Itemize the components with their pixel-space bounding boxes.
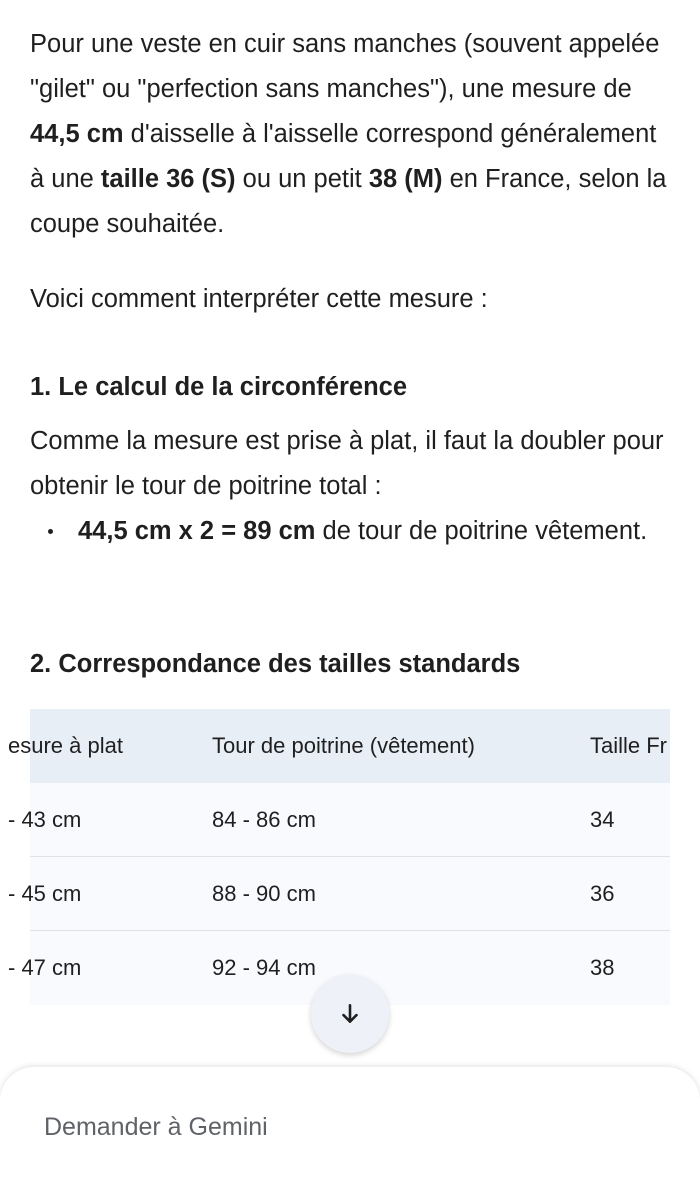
table-row [8, 783, 670, 857]
table-cell: - 43 cm [8, 807, 82, 832]
bullet-icon [48, 529, 53, 534]
section1-paragraph: Comme la mesure est prise à plat, il faut la doubler pour obtenir le tour de poitrine total : [30, 427, 664, 500]
table-cell: 92 - 94 cm [212, 955, 316, 980]
size-table[interactable] [8, 709, 670, 1005]
table-header-row [8, 709, 670, 783]
table-cell: 34 [590, 807, 615, 832]
composer-panel [0, 1067, 700, 1187]
section-heading-correspondance: 2. Correspondance des tailles standards [30, 650, 521, 678]
table-header-cell: esure à plat [8, 733, 123, 758]
table-row [8, 857, 670, 931]
table-header-cell: Tour de poitrine (vêtement) [212, 733, 475, 758]
table-cell: 36 [590, 881, 615, 906]
table-cell: 38 [590, 955, 615, 980]
table-cell: - 45 cm [8, 881, 82, 906]
scroll-to-bottom-button[interactable] [311, 975, 389, 1053]
ask-gemini-input[interactable] [44, 1105, 644, 1149]
section-heading-calcul: 1. Le calcul de la circonférence [30, 373, 408, 401]
table-cell: 84 - 86 cm [212, 807, 316, 832]
intro-paragraph: Pour une veste en cuir sans manches (souvent appelée "gilet" ou "perfection sans manches"), une mesure de 44,5 cm d'aisselle à l'aisselle correspond généralement à une taille 36 (S) ou un petit 38 (M) en France, selon la coupe souhaitée. [30, 30, 667, 238]
table-cell: - 47 cm [8, 955, 82, 980]
lead-paragraph: Voici comment interpréter cette mesure : [30, 285, 488, 313]
table-cell: 88 - 90 cm [212, 881, 316, 906]
bullet-text: 44,5 cm x 2 = 89 cm de tour de poitrine vêtement. [78, 517, 648, 545]
table-header-cell: Taille Fr [590, 733, 668, 758]
list-item [30, 509, 670, 554]
arrow-down-icon [337, 1001, 363, 1027]
